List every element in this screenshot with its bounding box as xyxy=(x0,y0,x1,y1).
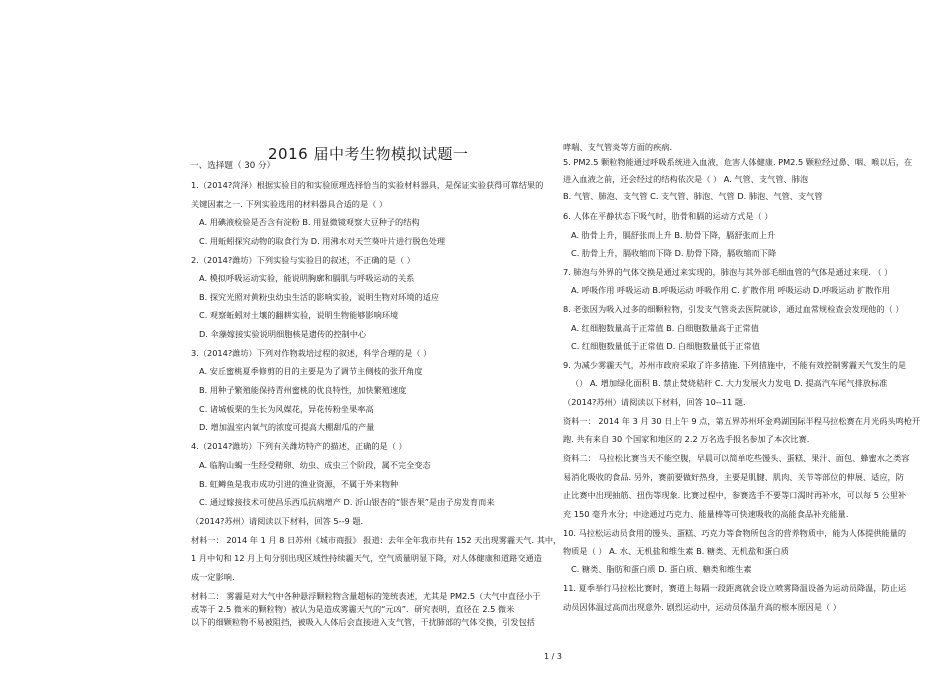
right-text-line: 6. 人体在平静状态下吸气时，肋骨和膈的运动方式是（ ） xyxy=(563,211,773,221)
right-text-line: 7. 肺泡与外界的气体交换是通过来实现的，肺泡与其外部毛细血管的气体是通过来现. （ ） xyxy=(563,267,893,277)
right-text-line: 充 150 毫升水分；中途通过巧克力、能量棒等可快速吸收的高能食品补充能量. xyxy=(563,509,849,519)
right-text-line: 物质是（ ） A. 水、无机盐和维生素 B. 糖类、无机盐和蛋白质 xyxy=(563,546,789,556)
right-text-line: （2014?苏州）请阅读以下材料，回答 10--11 题. xyxy=(563,397,746,407)
left-text-line: 材料一： 2014 年 1 月 8 日苏州《城市商报》 报道：去年全年我市共有 152 天出现雾霾天气. 其中， xyxy=(191,535,562,545)
left-text-line: C. 用蚯蚓探究动物的取食行为 D. 用沸水对天竺葵叶片进行脱色处理 xyxy=(199,236,446,246)
right-text-line: A. 呼吸作用 呼吸运动 B.呼吸运动 呼吸作用 C. 扩散作用 呼吸运动 D.呼吸运动 扩散作用 xyxy=(571,285,890,295)
right-text-line: B. 气管、肺泡、支气管 C. 支气管、肺泡、气管 D. 肺泡、气管、支气管 xyxy=(563,191,823,201)
right-text-line: 止比赛中出现抽筋、扭伤等现象. 比赛过程中，参赛选手不要等口渴时再补水，可以每 5 公里补 xyxy=(563,490,907,500)
right-text-line: 资料二： 马拉松比赛当天不能空腹，早晨可以简单吃些馒头、蛋糕、果汁、面包、蜂蜜水之类容 xyxy=(563,453,910,463)
right-text-line: 进入血液之前，还会经过的结构依次是（ ） A. 气管、支气管、肺泡 xyxy=(563,174,809,184)
right-text-line: C. 肋骨上升，膈收缩而下降 D. 肋骨下降，膈收缩而下降 xyxy=(571,248,777,258)
left-text-line: A. 模拟呼吸运动实验，能说明胸廓和膈肌与呼吸运动的关系 xyxy=(199,273,415,283)
left-text-line: 4.（2014?潍坊）下列有关潍坊特产的描述，正确的是（ ） xyxy=(191,441,407,451)
left-text-line: 3.（2014?潍坊）下列对作物栽培过程的叙述，科学合理的是（ ） xyxy=(191,348,432,358)
right-text-line: 8. 老张因为吸入过多的细颗粒物，引发支气管炎去医院就诊，通过血常规检查会发现他的（ ） xyxy=(563,304,904,314)
left-text-line: A. 用碘液检验是否含有淀粉 B. 用显微镜观察大豆种子的结构 xyxy=(199,217,420,227)
right-text-line: 跑. 共有来自 30 个国家和地区的 2.2 万名选手报名参加了本次比赛. xyxy=(563,434,810,444)
right-text-line: 9. 为减少雾霾天气，苏州市政府采取了许多措施. 下列措施中，不能有效控制雾霾天气发生的是 xyxy=(563,360,907,370)
left-text-line: 2.（2014?潍坊）下列实验与实验目的叙述，不正确的是（ ） xyxy=(191,255,415,265)
right-text-line: 资料一： 2014 年 3 月 30 日上午 9 点，第五界苏州环金鸡湖国际半程马拉松赛在月光码头鸣枪开 xyxy=(563,416,921,426)
left-text-line: D. 增加温室内氧气的浓度可提高大棚甜瓜的产量 xyxy=(199,422,375,432)
page-number: 1 / 3 xyxy=(544,652,562,661)
right-text-line: C. 糖类、脂肪和蛋白质 D. 蛋白质、糖类和维生素 xyxy=(571,564,752,574)
right-text-line: 易消化吸收的食品. 另外，赛前要做好热身，主要是肌腱、肌肉、关节等部位的伸展、适应，防 xyxy=(563,472,904,482)
right-text-line: A. 肋骨上升，膈舒张而上升 B. 肋骨下降，膈舒张而上升 xyxy=(571,230,776,240)
left-text-line: C. 诸城板栗的生长为风媒花，异花传粉坐果率高 xyxy=(199,404,374,414)
left-text-line: 1 月中旬和 12 月上旬分别出现区域性持续霾天气，空气质量明显下降，对人体健康和道路交通造 xyxy=(191,553,542,563)
left-text-line: 关键因素之一. 下列实验选用的材料器具合适的是（ ） xyxy=(191,199,388,209)
left-text-line: C. 观察蚯蚓对土壤的翻耕实验，说明生物能够影响环境 xyxy=(199,310,399,320)
left-text-line: 材料二： 雾霾是对大气中各种悬浮颗粒物含量超标的笼统表述，尤其是 PM2.5（大气中直径小于 xyxy=(191,591,541,601)
left-text-line: 成一定影响. xyxy=(191,572,235,582)
right-text-line: C. 红细胞数量低于正常值 D. 白细胞数量低于正常值 xyxy=(571,341,760,351)
right-text-line: （） A. 增加绿化面积 B. 禁止焚烧秸秆 C. 大力发展火力发电 D. 提高汽车尾气排放标准 xyxy=(571,378,888,388)
left-text-line: A. 安丘蜜桃夏季修剪的目的主要是为了调节主侧枝的张开角度 xyxy=(199,366,423,376)
left-text-line: 以下的细颗粒物不易被阻挡，被吸入人体后会直接进入支气管，干扰肺部的气体交换，引发包括 xyxy=(191,617,535,627)
left-text-line: A. 临朐山蝎一生经受精卵、幼虫、成虫三个阶段，属不完全变态 xyxy=(199,460,431,470)
left-text-line: C. 通过嫁接技术可使昌乐西瓜抗病增产 D. 沂山银杏的“银杏果”是由子房发育而来 xyxy=(199,497,495,507)
left-text-line: B. 用种子繁殖能保持青州蜜桃的优良特性，加快繁殖速度 xyxy=(199,385,407,395)
left-text-line: B. 探究光照对黄粉虫幼虫生活的影响实验，说明生物对环境的适应 xyxy=(199,292,440,302)
document-title: 2016 届中考生物模拟试题一 xyxy=(268,145,469,163)
right-text-line: 11. 夏季举行马拉松比赛时，赛道上每隔一段距离就会设立喷雾降温设备为运动员降温，防止运 xyxy=(563,583,907,593)
left-text-line: 或等于 2.5 微米的颗粒物）被认为是造成雾霾天气的“元凶”．研究表明，直径在 2.5 微米 xyxy=(191,604,515,614)
left-text-line: （2014?苏州）请阅读以下材料，回答 5--9 题. xyxy=(191,516,364,526)
right-text-line: 5. PM2.5 颗粒物能通过呼吸系统进入血液，危害人体健康. PM2.5 颗粒经过鼻、咽、喉以后，在 xyxy=(563,157,913,167)
left-text-line: D. 伞藻嫁接实验说明细胞核是遗传的控制中心 xyxy=(199,329,367,339)
right-text-line: 动员因体温过高而出现意外. 剧烈运动中，运动员体温升高的根本原因是（ ） xyxy=(563,602,841,612)
right-text-line: 哮喘、支气管炎等方面的疾病. xyxy=(563,142,673,152)
right-text-line: 10. 马拉松运动员食用的馒头、蛋糕、巧克力等食物所包含的营养物质中，能为人体提供能量的 xyxy=(563,528,907,538)
right-text-line: A. 红细胞数量高于正常值 B. 白细胞数量高于正常值 xyxy=(571,323,759,333)
left-text-line: B. 虹鳟鱼是我市成功引进的渔业资源，不属于外来物种 xyxy=(199,479,399,489)
section-heading: 一、选择题（ 30 分） xyxy=(190,161,276,171)
left-text-line: 1.（2014?菏泽）根据实验目的和实验原理选择恰当的实验材料器具，是保证实验获得可靠结果的 xyxy=(191,180,544,190)
